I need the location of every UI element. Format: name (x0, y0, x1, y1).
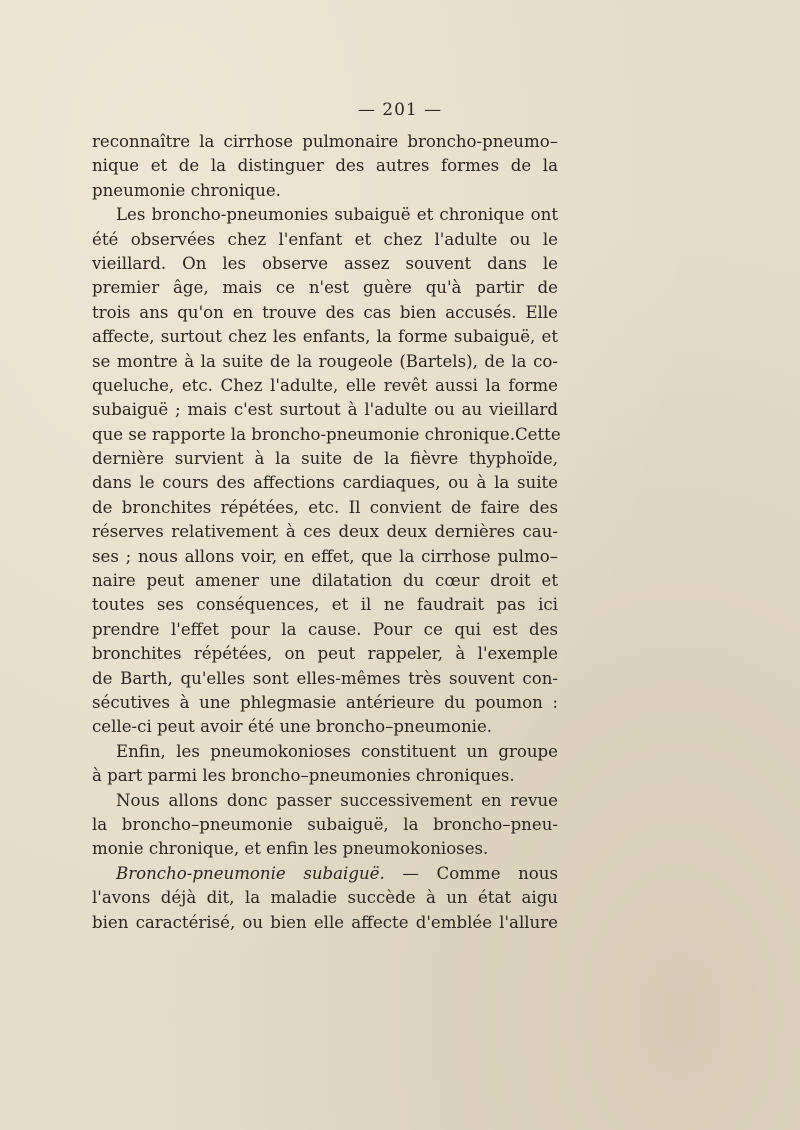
text-line (92, 740, 558, 764)
text-line (92, 545, 558, 569)
text-line (92, 789, 558, 813)
text-line (92, 569, 558, 593)
line-text: de bronchites répétées, etc. Il convient de faire des (92, 497, 558, 517)
section-heading: Broncho-pneumonie subaiguë. (116, 863, 385, 883)
line-text: à part parmi les broncho–pneumonies chroniques. (92, 766, 515, 786)
text-line (92, 593, 558, 617)
line-text: nique et de la distinguer des autres formes de la (92, 156, 558, 176)
line-text: trois ans qu'on en trouve des cas bien accusés. Elle (92, 302, 558, 322)
line-text: réserves relativement à ces deux deux dernières cau- (92, 522, 558, 542)
text-line (92, 813, 558, 837)
line-text: monie chronique, et enfin les pneumokonioses. (92, 839, 489, 859)
line-text: Enfin, les pneumokonioses constituent un groupe (116, 741, 558, 761)
line-text: se montre à la suite de la rougeole (Bartels), de la co- (92, 351, 558, 371)
line-text: que se rapporte la broncho-pneumonie chronique.Cette (92, 424, 561, 444)
line-text: affecte, surtout chez les enfants, la forme subaiguë, et (92, 327, 558, 347)
text-line (92, 837, 558, 861)
text-line (92, 179, 558, 203)
text-line (92, 911, 558, 935)
text-line (92, 447, 558, 471)
text-line (92, 203, 558, 227)
line-text: Nous allons donc passer successivement en revue (116, 790, 558, 810)
text-line (92, 252, 558, 276)
text-line (92, 228, 558, 252)
line-text: queluche, etc. Chez l'adulte, elle revêt aussi la forme (92, 375, 558, 395)
line-text: sécutives à une phlegmasie antérieure du poumon : (92, 692, 558, 712)
text-line (92, 398, 558, 422)
line-text: l'avons déjà dit, la maladie succède à un état aigu (92, 888, 558, 908)
text-line (92, 423, 561, 447)
body-text (92, 130, 561, 935)
line-text: ses ; nous allons voir, en effet, que la cirrhose pulmo– (92, 546, 558, 566)
text-line (92, 667, 558, 691)
text-line (92, 374, 558, 398)
text-line (92, 642, 558, 666)
line-text: bronchites répétées, on peut rappeler, à l'exemple (92, 644, 558, 664)
text-line (92, 471, 558, 495)
line-text: Les broncho-pneumonies subaiguë et chronique ont (116, 205, 558, 225)
text-line (92, 496, 558, 520)
text-line (92, 325, 558, 349)
text-line (92, 618, 558, 642)
text-line (92, 130, 558, 154)
line-text: bien caractérisé, ou bien elle affecte d'emblée l'allure (92, 912, 558, 932)
line-text: pneumonie chronique. (92, 180, 281, 200)
line-text: reconnaître la cirrhose pulmonaire broncho-pneumo– (92, 132, 558, 151)
line-text: celle-ci peut avoir été une broncho–pneumonie. (92, 717, 493, 737)
line-text: dans le cours des affections cardiaques, ou à la suite (92, 473, 558, 493)
page-number: — 201 — (357, 100, 443, 120)
line-text: toutes ses conséquences, et il ne faudrait pas ici (92, 595, 558, 615)
text-line (92, 301, 558, 325)
line-text: de Barth, qu'elles sont elles-mêmes très souvent con- (92, 668, 558, 688)
line-text: naire peut amener une dilatation du cœur droit et (92, 571, 558, 591)
line-text: vieillard. On les observe assez souvent dans le (92, 253, 558, 273)
line-text: prendre l'effet pour la cause. Pour ce qui est des (92, 619, 558, 639)
text-line (92, 154, 558, 178)
line-text: — Comme nous (384, 863, 558, 883)
text-line (92, 715, 558, 739)
line-text: la broncho–pneumonie subaiguë, la broncho–pneu- (92, 814, 558, 834)
text-line (92, 862, 558, 886)
text-line (92, 886, 558, 910)
line-text: dernière survient à la suite de la fièvre thyphoïde, (92, 449, 558, 469)
text-line (92, 276, 558, 300)
text-line (92, 350, 558, 374)
text-line (92, 520, 558, 544)
line-text: subaiguë ; mais c'est surtout à l'adulte ou au vieillard (92, 400, 558, 420)
text-line (92, 691, 558, 715)
line-text: été observées chez l'enfant et chez l'adulte ou le (92, 229, 558, 249)
line-text: premier âge, mais ce n'est guère qu'à partir de (92, 278, 558, 298)
text-line (92, 764, 558, 788)
